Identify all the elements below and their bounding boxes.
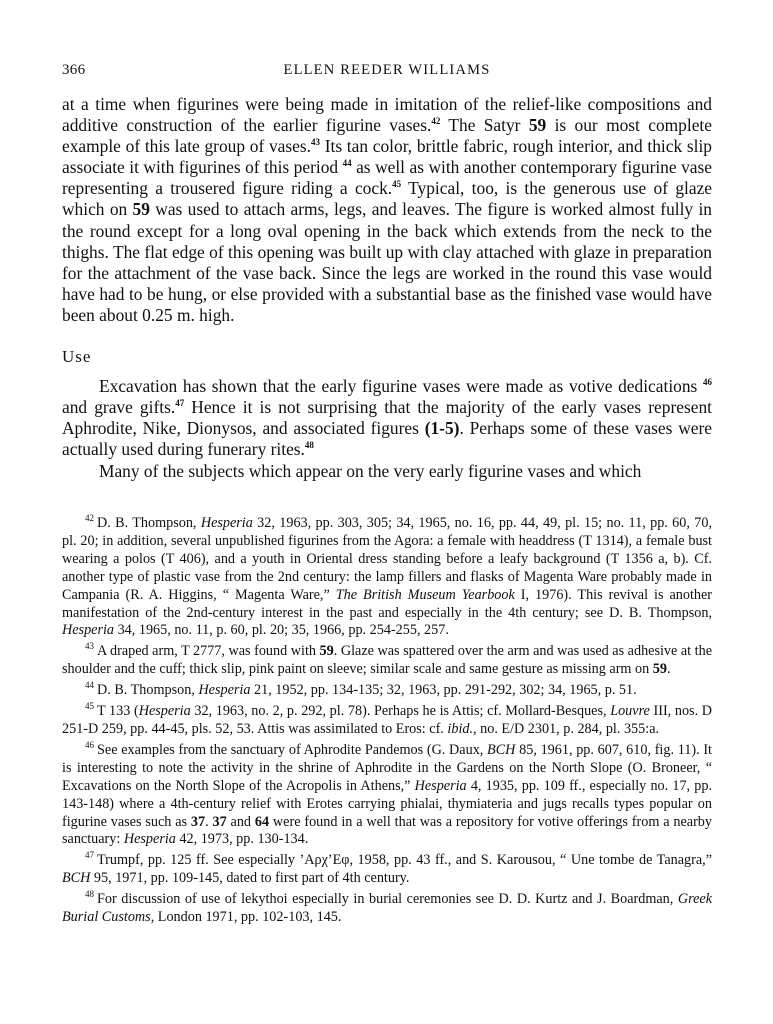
footnote-ref[interactable]: 48 bbox=[304, 440, 314, 451]
running-head bbox=[62, 60, 712, 80]
footnote-ref[interactable]: 43 bbox=[310, 137, 320, 148]
footnote-ref[interactable]: 42 bbox=[431, 116, 441, 127]
body-paragraph: Excavation has shown that the early figurine vases were made as votive dedications $^{46}$ and grave gifts.$^{47}$ Hence it is not surprising that the majority of the early vases represent Aphrodite, Nike, Dionysos, and associated figures (1-5). Perhaps some of these vases were actually used during funerary rites.$^{48}$ bbox=[62, 376, 712, 460]
footnote-ref[interactable]: 44 bbox=[342, 158, 352, 169]
footnote-46: $^{46}$ See examples from the sanctuary of Aphrodite Pandemos (G. Daux, BCH 85, 1961, pp. 607, 610, fig. 11). It is interesting to note the activity in the shrine of Aphrodite in the Gardens on the North Slope (O. Broneer, “ Excavations on the North Slope of the Acropolis in Athens,” Hesperia 4, 1935, pp. 109 ff., especially no. 17, pp. 143-148) where a 4th-century relief with Erotes carrying phialai, thymiateria and jugs recalls types popular on figurine vases such as 37. 37 and 64 were found in a well that was a repository for votive offerings from a nearby sanctuary: Hesperia 42, 1973, pp. 130-134. bbox=[62, 739, 712, 848]
footnote-ref[interactable]: 47 bbox=[175, 398, 185, 409]
footnote-48: $^{48}$ For discussion of use of lekythoi especially in burial ceremonies see D. D. Kurtz and J. Boardman, Greek Burial Customs, London 1971, pp. 102-103, 145. bbox=[62, 889, 712, 926]
footnote-47: $^{47}$ Trumpf, pp. 125 ff. See especially ’Αρχ’Εφ, 1958, pp. 43 ff., and S. Karousou, “ Une tombe de Tanagra,” BCH 95, 1971, pp. 109-145, dated to first part of 4th century. bbox=[62, 850, 712, 887]
footnote-42: $^{42}$ D. B. Thompson, Hesperia 32, 1963, pp. 303, 305; 34, 1965, no. 16, pp. 44, 49, pl. 15; no. 11, pp. 60, 70, pl. 20; in addition, several unpublished figurines from the Agora: a female with headdress (T 1314), a female bust wearing a polos (T 406), and a youth in Oriental dress standing before a leafy background (T 1356 a, b). Cf. another type of plastic vase from the 2nd century: the lamp fillers and flasks of Magenta Ware probably made in Campania (R. A. Higgins, “ Magenta Ware,” The British Museum Yearbook I, 1976). This revival is another manifestation of the 2nd-century interest in the past and especially in the 4th century; see D. B. Thompson, Hesperia 34, 1965, no. 11, p. 60, pl. 20; 35, 1966, pp. 254-255, 257. bbox=[62, 513, 713, 639]
footnotes bbox=[62, 515, 712, 930]
catalogue-ref: 59 bbox=[132, 199, 150, 220]
footnote-45: $^{45}$ T 133 (Hesperia 32, 1963, no. 2, p. 292, pl. 78). Perhaps he is Attis; cf. Mollard-Besques, Louvre III, nos. D 251-D 259, pp. 44-45, pls. 52, 53. Attis was assimilated to Eros: cf. ibid., no. E/D 2301, p. 284, pl. 355:a. bbox=[62, 701, 712, 737]
page-number: 366 bbox=[62, 62, 86, 78]
footnote-44: $^{44}$ D. B. Thompson, Hesperia 21, 1952, pp. 134-135; 32, 1963, pp. 291-292, 302; 34, 1965, p. 51. bbox=[85, 680, 637, 699]
body-paragraph: at a time when figurines were being made in imitation of the relief-like compositions and additive construction of the earlier figurine vases.$^{42}$ The Satyr 59 is our most complete example of this late group of vases.$^{43}$ Its tan color, brittle fabric, rough interior, and thick slip associate it with figurines of this period $^{44}$ as well as with another contemporary figurine vase representing a trousered figure riding a cock.$^{45}$ Typical, too, is the generous use of glaze which on 59 was used to attach arms, legs, and leaves. The figure is worked almost fully in the round except for a long oval opening in the back which extends from the neck to the thighs. The flat edge of this opening was built up with clay attached with glaze in preparation for the attachment of the vase back. Since the legs are worked in the round this vase would have had to be hung, or else provided with a substantial base as the finished vase would have been about 0.25 m. high. bbox=[62, 94, 713, 325]
footnote-ref[interactable]: 46 bbox=[703, 377, 712, 388]
footnote-ref[interactable]: 45 bbox=[392, 179, 402, 190]
footnote-43: $^{43}$ A draped arm, T 2777, was found with 59. Glaze was spattered over the arm and was used as adhesive at the shoulder and the cuff; thick slip, pink paint on sleeve; similar scale and same gesture as missing arm on 59. bbox=[62, 641, 712, 678]
main-text bbox=[62, 94, 712, 482]
body-paragraph: Many of the subjects which appear on the very early figurine vases and which bbox=[99, 460, 642, 481]
catalogue-ref: (1-5) bbox=[424, 418, 460, 439]
section-heading: Use bbox=[62, 347, 92, 367]
running-title: ELLEN REEDER WILLIAMS bbox=[283, 62, 491, 78]
catalogue-ref: 59 bbox=[528, 115, 547, 136]
